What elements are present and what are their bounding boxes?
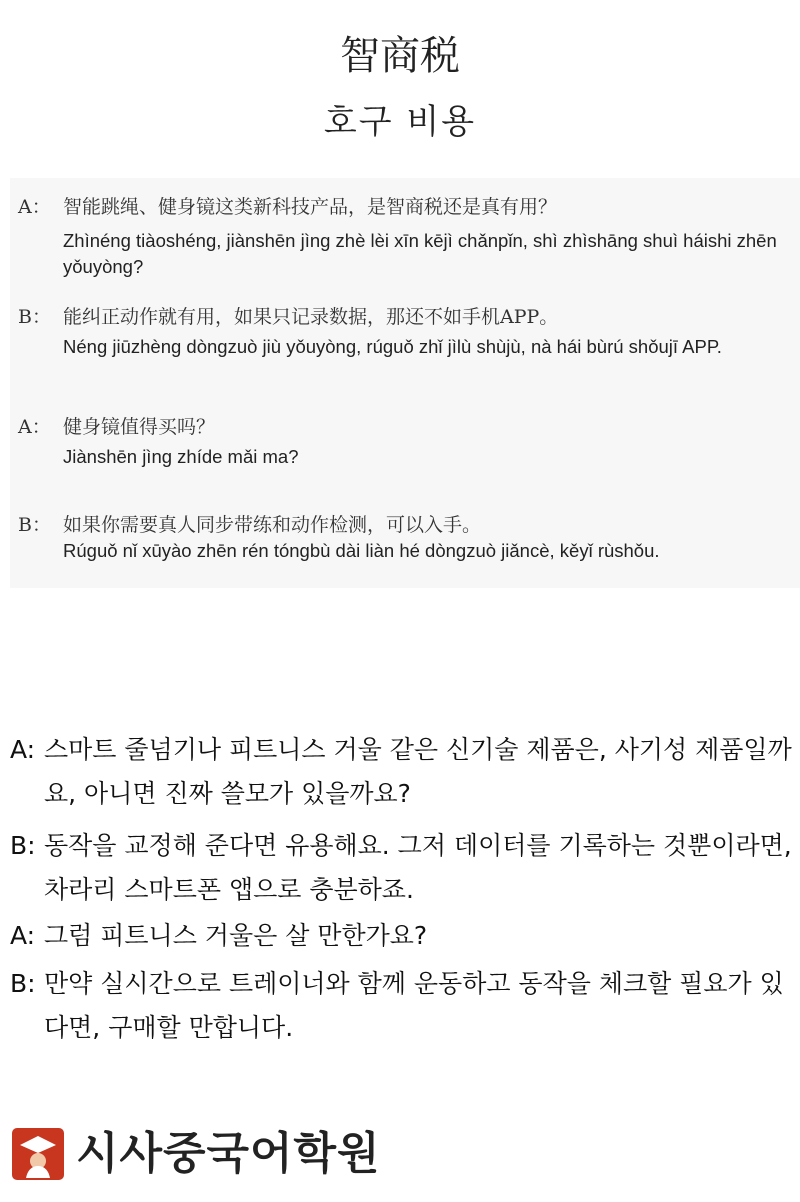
chinese-sentence: 健身镜值得买吗？ (63, 416, 216, 438)
speaker-label: B: (10, 831, 36, 860)
korean-sentence: 스마트 줄넘기나 피트니스 거울 같은 신기술 제품은, 사기성 제품일까요, 아니면 진짜 쓸모가 있을까요? (44, 735, 792, 808)
brand-logo-icon (12, 1128, 64, 1180)
speaker-label: A： (18, 196, 51, 218)
korean-sentence: 그럼 피트니스 거울은 살 만한가요? (44, 921, 428, 950)
chinese-sentence: 能纠正动作就有用，如果只记录数据，那还不如手机APP。 (63, 306, 559, 328)
pinyin-sentence: Rúguǒ nǐ xūyào zhēn rén tóngbù dài liàn hé dòngzuò jiǎncè, kěyǐ rùshǒu. (63, 540, 660, 561)
pinyin-sentence: Zhìnéng tiàoshéng, jiànshēn jìng zhè lèi xīn kējì chǎnpǐn, shì zhìshāng shuì háishi zhēn yǒuyòng? (63, 230, 777, 277)
chinese-sentence: 智能跳绳、健身镜这类新科技产品，是智商税还是真有用？ (63, 196, 558, 218)
korean-sentence: 동작을 교정해 준다면 유용해요. 그저 데이터를 기록하는 것뿐이라면, 차라리 스마트폰 앱으로 충분하죠. (44, 831, 792, 904)
page-subtitle: 호구 비용 (323, 102, 477, 142)
speaker-label: B： (18, 306, 51, 328)
brand-name: 시사중국어학원 (76, 1128, 381, 1179)
speaker-label: A： (18, 416, 51, 438)
speaker-label: A: (10, 921, 36, 950)
chinese-sentence: 如果你需要真人同步带练和动作检测，可以入手。 (63, 514, 482, 536)
speaker-label: A: (10, 735, 36, 764)
page-title: 智商税 (340, 33, 460, 79)
korean-sentence: 만약 실시간으로 트레이너와 함께 운동하고 동작을 체크할 필요가 있다면, 구매할 만합니다. (44, 969, 784, 1042)
speaker-label: B: (10, 969, 36, 998)
chinese-dialogue-panel (10, 178, 800, 588)
pinyin-sentence: Néng jiūzhèng dòngzuò jiù yǒuyòng, rúguǒ zhǐ jìlù shùjù, nà hái bùrú shǒujī APP. (63, 336, 722, 357)
pinyin-sentence: Jiànshēn jìng zhíde mǎi ma? (63, 446, 299, 467)
speaker-label: B： (18, 514, 51, 536)
